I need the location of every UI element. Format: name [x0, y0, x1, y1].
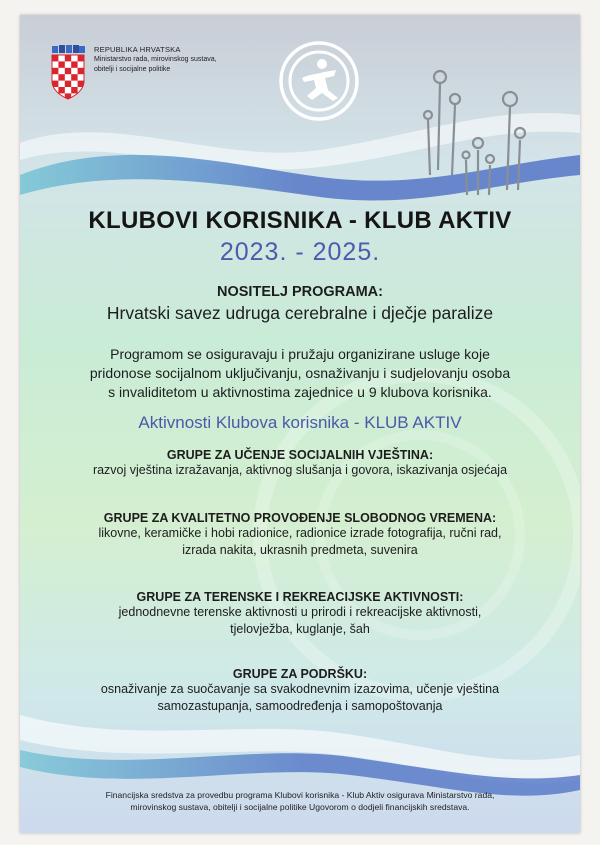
footer-line: mirovinskog sustava, obitelji i socijalne politike Ugovorom o dodjeli financijskih sredstava. [130, 802, 470, 812]
group-desc-line: jednodnevne terenske aktivnosti u prirodi i rekreacijske aktivnosti, [118, 605, 482, 619]
ministry-text [94, 45, 217, 75]
intro-paragraph [20, 345, 580, 402]
intro-line: Programom se osiguravaju i pružaju organizirane usluge koje [110, 346, 490, 362]
group-title: GRUPE ZA KVALITETNO PROVOĐENJE SLOBODNOG VREMENA: [103, 511, 497, 525]
ministry-line: obitelji i socijalne politike [94, 66, 171, 73]
croatian-coat-of-arms-icon [50, 45, 86, 101]
intro-line: s invaliditetom u aktivnostima zajednice u 9 klubova korisnika. [108, 384, 492, 400]
activities-title: Aktivnosti Klubova korisnika - KLUB AKTIV [138, 413, 462, 432]
group-social-skills [20, 448, 580, 479]
nositelj-label: NOSITELJ PROGRAMA: [217, 284, 383, 300]
country-name: REPUBLIKA HRVATSKA [94, 45, 181, 54]
group-title: GRUPE ZA TERENSKE I REKREACIJSKE AKTIVNOSTI: [136, 590, 464, 604]
intro-line: pridonose socijalnom uključivanju, osnaživanju i sudjelovanju osoba [89, 365, 511, 381]
program-years: 2023. - 2025. [219, 238, 381, 266]
group-desc-line: tjelovježba, kuglanje, šah [230, 622, 370, 636]
ministry-line: Ministarstvo rada, mirovinskog sustava, [94, 56, 217, 63]
group-desc-line: likovne, keramičke i hobi radionice, radionice izrade fotografija, ručni rad, [98, 526, 502, 540]
group-desc-line: samozastupanja, samoodređenja i samopoštovanja [157, 699, 443, 713]
footer-line: Financijska sredstva za provedbu programa Klubovi korisnika - Klub Aktiv osigurava Ministarstvo rada, [105, 790, 495, 800]
group-title: GRUPE ZA PODRŠKU: [232, 667, 368, 681]
nositelj-name: Hrvatski savez udruga cerebralne i dječje paralize [106, 303, 494, 323]
group-support [20, 667, 580, 715]
poster [20, 15, 580, 833]
page-title: KLUBOVI KORISNIKA - KLUB AKTIV [88, 207, 512, 234]
klub-aktiv-logo-icon [278, 40, 360, 122]
ministry-header [50, 45, 217, 101]
funding-footer [20, 789, 580, 813]
group-field-recreation [20, 590, 580, 638]
group-title: GRUPE ZA UČENJE SOCIJALNIH VJEŠTINA: [166, 448, 434, 462]
group-free-time [20, 511, 580, 559]
decorative-stems [420, 65, 530, 205]
group-desc-line: osnaživanje za suočavanje sa svakodnevnim izazovima, učenje vještina [100, 682, 500, 696]
group-desc-line: razvoj vještina izražavanja, aktivnog slušanja i govora, iskazivanja osjećaja [92, 463, 508, 477]
group-desc-line: izrada nakita, ukrasnih predmeta, suvenira [182, 543, 418, 557]
